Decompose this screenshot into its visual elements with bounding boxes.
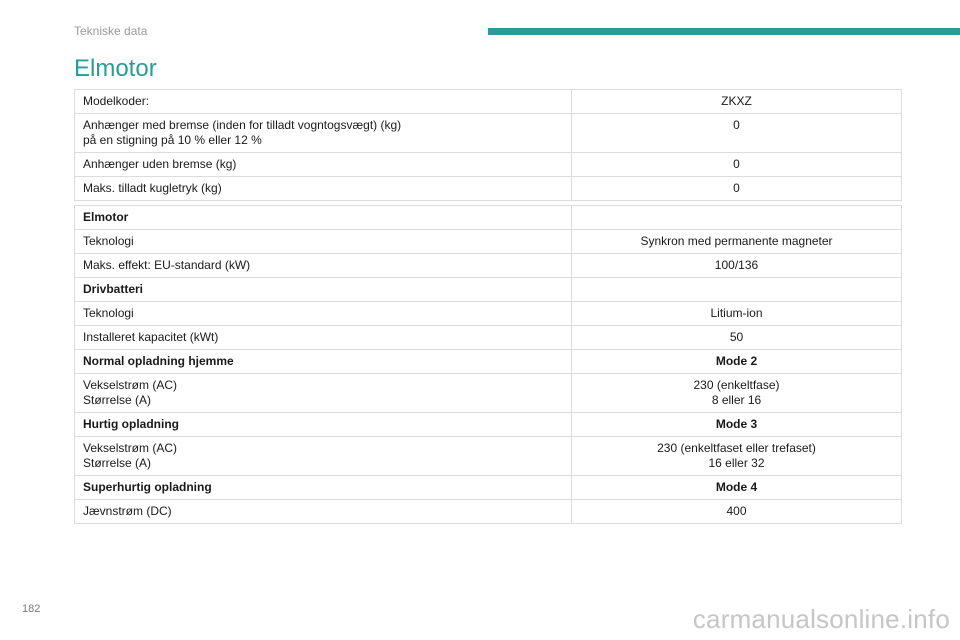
table-row [75,326,902,350]
cell-text: Installeret kapacitet (kWt) [83,330,219,344]
cell-text: 8 eller 16 [711,393,762,407]
spec-key-cell [75,302,572,326]
cell-text: 400 [726,504,747,518]
cell-text: 0 [733,118,740,132]
spec-value-cell [572,500,902,524]
cell-text: Modelkoder: [83,94,150,108]
motor-battery-spec-table [74,205,902,524]
table-row [75,278,902,302]
cell-text: 0 [733,181,740,195]
page-number: 182 [22,603,41,615]
cell-text: Vekselstrøm (AC) [83,378,178,392]
cell-text: Anhænger uden bremse (kg) [83,157,237,171]
spec-value-cell [572,374,902,413]
spec-value-cell [572,350,902,374]
cell-text: Drivbatteri [83,282,144,296]
spec-value-cell [572,326,902,350]
spec-key-cell [75,254,572,278]
cell-text: 50 [729,330,744,344]
table-row [75,90,902,114]
table-row [75,500,902,524]
cell-text: Synkron med permanente magneter [640,234,833,248]
towing-spec-table [74,89,902,201]
spec-key-cell [75,153,572,177]
spec-value-cell [572,302,902,326]
spec-key-cell [75,90,572,114]
spec-value-cell [572,278,902,302]
spec-key-cell [75,350,572,374]
cell-text: Mode 2 [715,354,758,368]
cell-text: 0 [733,157,740,171]
table-row [75,254,902,278]
cell-text: 230 (enkeltfase) [693,378,780,392]
cell-text: Teknologi [83,234,134,248]
spec-key-cell [75,114,572,153]
spec-value-cell [572,230,902,254]
cell-text: Normal opladning hjemme [83,354,234,368]
spec-value-cell [572,206,902,230]
spec-key-cell [75,326,572,350]
spec-key-cell [75,177,572,201]
spec-value-cell [572,114,902,153]
table-row [75,206,902,230]
cell-text: Jævnstrøm (DC) [83,504,172,518]
table-row [75,302,902,326]
cell-text: Mode 3 [715,417,758,431]
table-row [75,437,902,476]
cell-text: Anhænger med bremse (inden for tilladt vogntogsvægt) (kg) [83,118,402,132]
spec-key-cell [75,500,572,524]
page-title: Elmotor [74,55,157,82]
table-row [75,374,902,413]
cell-text: Superhurtig opladning [83,480,212,494]
cell-text: Maks. tilladt kugletryk (kg) [83,181,222,195]
spec-value-cell [572,437,902,476]
cell-text: Vekselstrøm (AC) [83,441,178,455]
cell-text: 230 (enkeltfaset eller trefaset) [657,441,816,455]
cell-text: Størrelse (A) [83,456,152,470]
spec-key-cell [75,374,572,413]
cell-text: Hurtig opladning [83,417,179,431]
cell-text: 16 eller 32 [708,456,765,470]
table-row [75,230,902,254]
table-row [75,476,902,500]
spec-key-cell [75,413,572,437]
spec-value-cell [572,254,902,278]
spec-key-cell [75,437,572,476]
spec-key-cell [75,278,572,302]
cell-text: Teknologi [83,306,134,320]
cell-text: ZKXZ [721,94,752,108]
table-row [75,114,902,153]
table-row [75,177,902,201]
cell-text: Litium-ion [710,306,763,320]
cell-text: Mode 4 [715,480,758,494]
spec-value-cell [572,177,902,201]
header-accent-bar [488,28,960,35]
table-row [75,413,902,437]
cell-text: Størrelse (A) [83,393,152,407]
cell-text: Maks. effekt: EU-standard (kW) [83,258,251,272]
spec-key-cell [75,230,572,254]
spec-value-cell [572,90,902,114]
cell-text: Elmotor [83,210,129,224]
watermark-text: carmanualsonline.info [692,604,950,634]
spec-key-cell [75,476,572,500]
spec-value-cell [572,153,902,177]
table-row [75,153,902,177]
spec-value-cell [572,413,902,437]
section-label: Tekniske data [74,24,148,38]
cell-text: på en stigning på 10 % eller 12 % [83,133,262,147]
table-row [75,350,902,374]
cell-text: 100/136 [714,258,759,272]
spec-value-cell [572,476,902,500]
spec-key-cell [75,206,572,230]
